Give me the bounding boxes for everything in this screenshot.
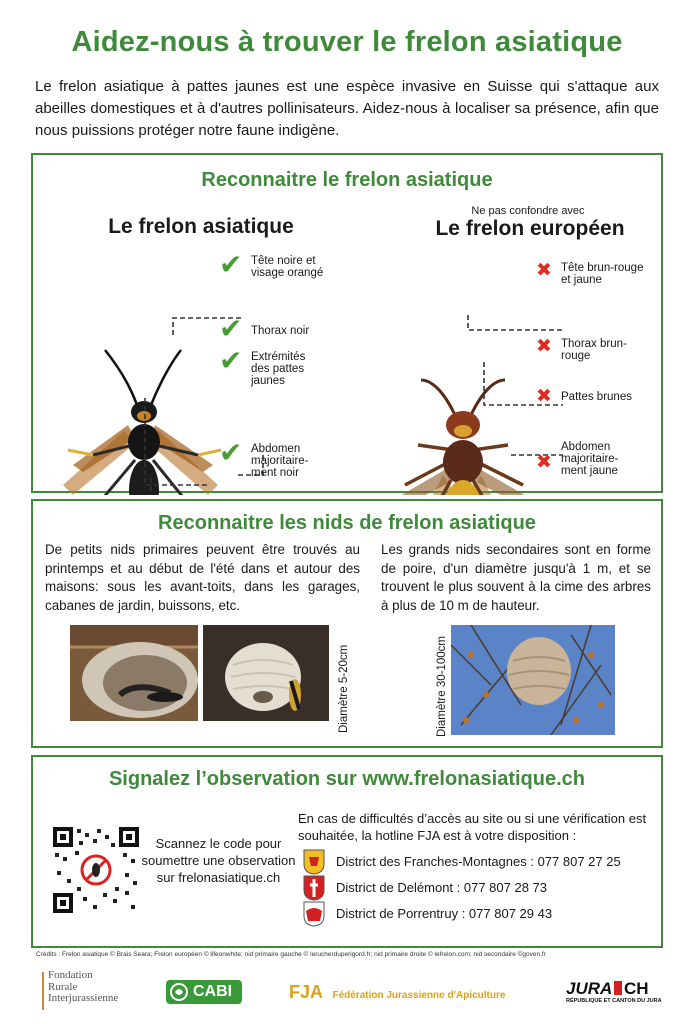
- european-trait-abdomen: Abdomen majoritaire-ment jaune: [561, 441, 619, 477]
- european-trait-head: Tête brun-rouge et jaune: [561, 262, 644, 286]
- fondation-line: Fondation: [48, 969, 93, 981]
- confuse-note: Ne pas confondre avec: [471, 205, 585, 217]
- asian-trait-abdomen: Abdomen majoritaire-ment noir: [251, 443, 309, 479]
- primary-nest-text: De petits nids primaires peuvent être trouvés au printemps et au début de l'été dans et autour des maisons: sous les avant-toits, dans les garages, cabanes de jardin, buissons, etc.: [45, 542, 360, 613]
- recognize-nests-section: [31, 499, 663, 748]
- qr-code[interactable]: [53, 827, 139, 913]
- section-title: Reconnaitre les nids de frelon asiatique: [158, 512, 536, 534]
- fja-logo: [289, 982, 505, 1003]
- intro-text: Le frelon asiatique à pattes jaunes est une espèce invasive en Suisse qui s'attaque aux abeilles domestiques et à d'autres pollinisateurs. Aidez-nous à localiser sa présence, afin que nous puissions protéger notre faune indigène.: [35, 78, 659, 139]
- fondation-rurale-logo: [42, 970, 132, 1015]
- jura-subtitle: RÉPUBLIQUE ET CANTON DU JURA: [566, 998, 662, 1004]
- district-line: District de Delémont : 077 807 28 73: [336, 880, 548, 895]
- cross-icon: ✖: [536, 452, 552, 473]
- cabi-icon: [170, 983, 190, 1001]
- primary-nest-photo-left: [70, 625, 198, 721]
- cross-icon: ✖: [536, 386, 552, 407]
- european-heading: Le frelon européen: [435, 217, 625, 240]
- secondary-nest-text: Les grands nids secondaires sont en forme de poire, d'un diamètre jusqu'à 1 m, et se trouvent le plus souvent à la cime des arbres à plus de 10 m de hauteur.: [381, 542, 651, 613]
- check-icon: ✔: [219, 249, 243, 280]
- page-title: Aidez-nous à trouver le frelon asiatique: [71, 26, 623, 58]
- jura-text: JURA: [566, 979, 613, 998]
- report-section: [31, 755, 663, 948]
- european-trait-thorax: Thorax brun-rouge: [561, 338, 627, 362]
- cabi-logo: [166, 980, 242, 1004]
- european-hornet-image: [393, 380, 533, 495]
- asian-trait-head: Tête noire et visage orangé: [251, 255, 324, 279]
- check-icon: ✔: [219, 313, 243, 344]
- recognize-hornet-section: [31, 153, 663, 493]
- porrentruy-crest-icon: [303, 901, 325, 927]
- district-line: District des Franches-Montagnes : 077 807 27 25: [336, 854, 621, 869]
- jura-flag-icon: [614, 981, 622, 995]
- franches-montagnes-crest-icon: [303, 849, 325, 875]
- fondation-line: Rurale: [48, 980, 78, 993]
- european-trait-legs: Pattes brunes: [561, 391, 632, 403]
- check-icon: ✔: [219, 345, 243, 376]
- district-line: District de Porrentruy : 077 807 29 43: [336, 906, 553, 921]
- primary-nest-photo-right: [203, 625, 329, 721]
- secondary-nest-photo: [451, 625, 615, 735]
- fja-abbr: FJA: [289, 982, 324, 1002]
- primary-diameter-label: Diamètre 5-20cm: [338, 644, 350, 733]
- scan-instructions: Scannez le code pour soumettre une observation sur frelonasiatique.ch: [141, 836, 296, 885]
- check-icon: ✔: [219, 437, 243, 468]
- jura-canton-logo: [566, 979, 666, 1007]
- secondary-diameter-label: Diamètre 30-100cm: [436, 636, 448, 737]
- cross-icon: ✖: [536, 336, 552, 357]
- cabi-text: CABI: [193, 983, 233, 1000]
- fja-name: Fédération Jurassienne d'Apiculture: [332, 990, 506, 1001]
- cross-icon: ✖: [536, 260, 552, 281]
- hotline-text: En cas de difficultés d’accès au site ou si une vérification est souhaitée, la hotline FJA est à votre disposition :: [298, 811, 647, 843]
- asian-trait-thorax: Thorax noir: [251, 325, 310, 337]
- section-title: Reconnaitre le frelon asiatique: [201, 169, 493, 191]
- section-title: Signalez l’observation sur www.frelonasiatique.ch: [108, 768, 586, 790]
- ch-text: CH: [624, 979, 649, 998]
- asian-heading: Le frelon asiatique: [108, 215, 294, 238]
- photo-credits: Crédits : Frelon asiatique © Brais Seara; Frelon européen © lifeonwhite; nid primaire gauche © lerucherduperigord.fr; nid primaire droite © lefrelon.com; nid secondaire ©goven.fr: [36, 951, 546, 958]
- delemont-crest-icon: [303, 875, 325, 901]
- asian-hornet-image: [63, 350, 221, 495]
- fondation-line: Interjurassienne: [48, 992, 119, 1004]
- asian-trait-legs: Extrémités des pattes jaunes: [251, 351, 306, 387]
